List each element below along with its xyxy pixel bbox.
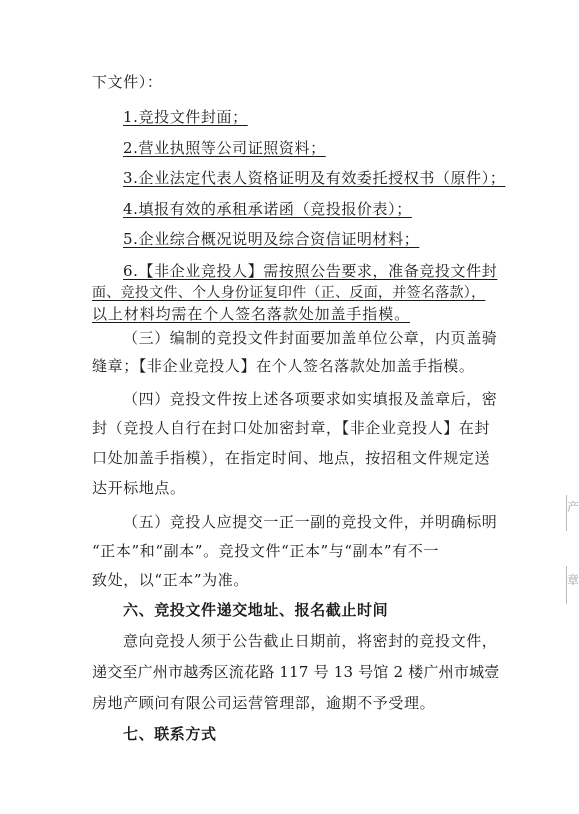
continuation-line: 下文件）： xyxy=(92,73,163,91)
section-6-line-2: 递交至广州市越秀区流花路 117 号 13 号馆 2 楼广州市城壹 xyxy=(92,663,500,681)
seal-edge-mark-bottom: 章 xyxy=(566,566,577,604)
list-item-5: 5.企业综合概况说明及综合资信证明材料； xyxy=(123,230,420,248)
list-item-6-line-2: 面、竞投文件、个人身份证复印件（正、反面，并签名落款）， xyxy=(92,285,486,301)
paragraph-5-line-3: 致处，以“正本”为准。 xyxy=(92,571,249,589)
paragraph-4-line-2: 封（竞投人自行在封口处加密封章，【非企业竞投人】在封 xyxy=(92,419,491,437)
section-6-heading: 六、竞投文件递交地址、报名截止时间 xyxy=(123,601,389,619)
section-7-heading: 七、联系方式 xyxy=(123,725,217,743)
paragraph-3-line-1: （三）编制的竞投文件封面要加盖单位公章，内页盖骑 xyxy=(123,329,498,347)
paragraph-5-line-2: “正本”和“副本”。竞投文件“正本”与“副本”有不一 xyxy=(92,542,439,560)
list-item-1: 1.竞投文件封面； xyxy=(123,108,248,126)
list-item-2: 2.营业执照等公司证照资料； xyxy=(123,139,326,157)
paragraph-4-line-1: （四）竞投文件按上述各项要求如实填报及盖章后，密 xyxy=(123,390,498,408)
paragraph-3-line-2: 缝章；【非企业竞投人】在个人签名落款处加盖手指模。 xyxy=(92,357,475,375)
list-item-3: 3.企业法定代表人资格证明及有效委托授权书（原件）； xyxy=(123,169,506,187)
paragraph-4-line-3: 口处加盖手指模），在指定时间、地点，按招租文件规定送 xyxy=(92,449,491,467)
section-6-line-3: 房地产顾问有限公司运营管理部，逾期不予受理。 xyxy=(92,694,436,712)
list-item-4: 4.填报有效的承租承诺函（竞投报价表）； xyxy=(123,200,412,218)
paragraph-4-line-4: 达开标地点。 xyxy=(92,479,186,497)
list-item-6-line-3: 以上材料均需在个人签名落款处加盖手指模。 xyxy=(92,305,411,323)
section-6-line-1: 意向竞投人须于公告截止日期前，将密封的竞投文件， xyxy=(123,632,498,650)
seal-edge-mark-top: 产 xyxy=(566,495,577,531)
paragraph-5-line-1: （五）竞投人应提交一正一副的竞投文件，并明确标明 xyxy=(123,513,498,531)
list-item-6-line-1: 6.【非企业竞投人】需按照公告要求，准备竞投文件封 xyxy=(123,262,498,280)
